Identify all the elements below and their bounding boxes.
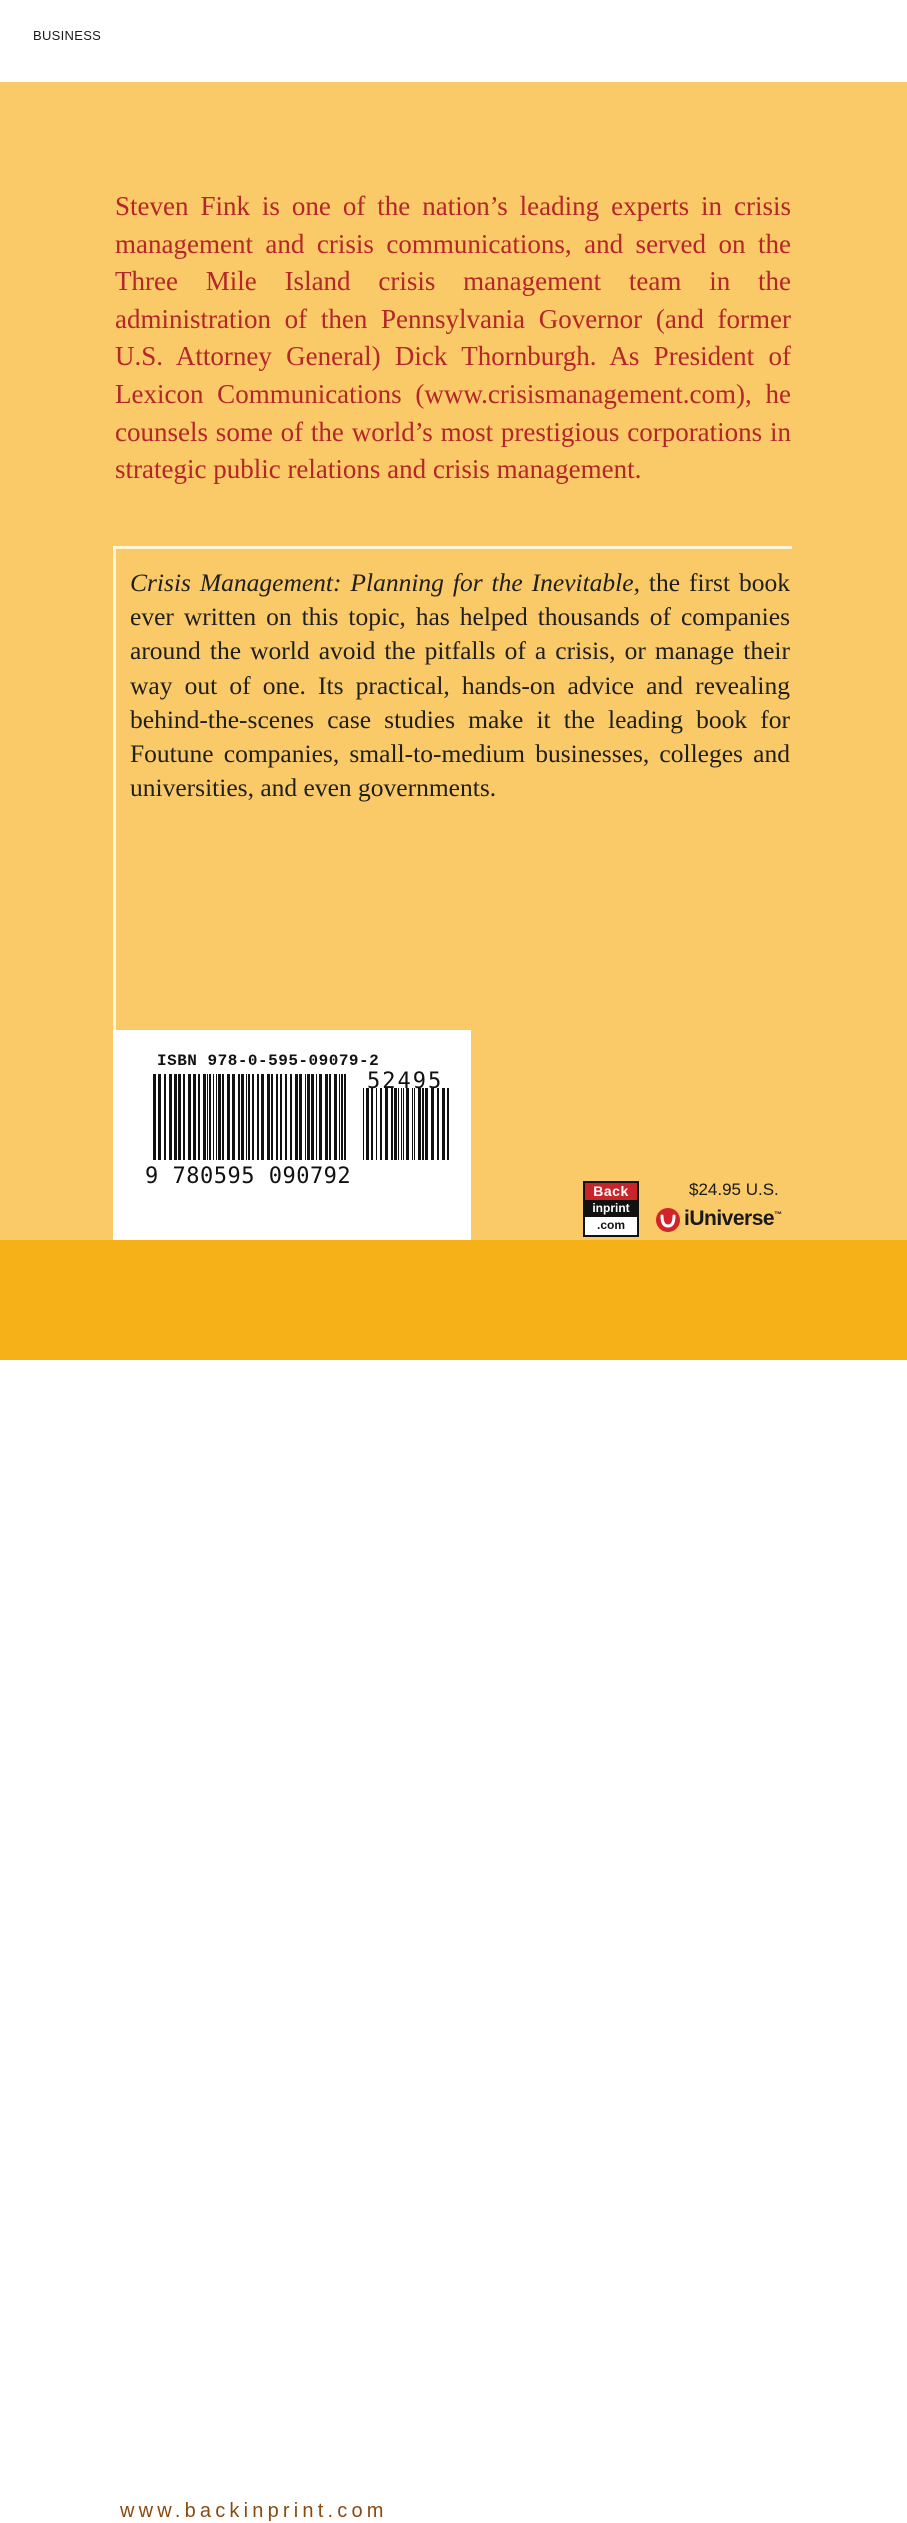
iuniverse-name: iUniverse [684, 1207, 775, 1230]
backinprint-logo-line3: .com [596, 1218, 625, 1232]
price-label: $24.95 U.S. [689, 1180, 779, 1199]
book-description [130, 566, 790, 805]
iuniverse-trademark: ™ [774, 1210, 783, 1219]
category-label: BUSINESS [33, 28, 102, 43]
author-bio: Steven Fink is one of the nation’s leading experts in crisis management and crisis communications, and served on the Three Mile Island crisis management team in the administration of then Pennsylvania Governor (and former U.S. Attorney General) Dick Thornburgh. As President of Lexicon Communications (www.crisismanagement.com), he counsels some of the world’s most prestigious corporations in strategic public relations and crisis management. [115, 191, 791, 485]
bottom-band [0, 1240, 907, 2522]
isbn-label: ISBN 978-0-595-09079-2 [157, 1052, 380, 1070]
iuniverse-logo-icon [655, 1207, 681, 1233]
iuniverse-wordmark [684, 1207, 782, 1231]
backinprint-logo [583, 1181, 639, 1237]
top-band [0, 0, 907, 82]
isbn-digits: 9 780595 090792 [145, 1164, 352, 1189]
book-title: Crisis Management: Planning for the Inevitable, [130, 568, 640, 597]
book-description-body: the first book ever written on this topic, has helped thousands of companies around the world avoid the pitfalls of a crisis, or manage their way out of one. Its practical, hands-on advice and revealing behind-the-scenes case studies make it the leading book for Foutune companies, small-to-medium businesses, colleges and universities, and even governments. [130, 568, 790, 803]
backinprint-logo-line1: Back [585, 1183, 637, 1200]
backinprint-logo-line2: inprint [585, 1200, 637, 1217]
divider-vertical [113, 546, 116, 1030]
website-url: www.backinprint.com [120, 2500, 388, 2522]
divider-horizontal [113, 546, 792, 549]
price-code: 52495 [367, 1069, 444, 1094]
barcode-panel [113, 1030, 471, 1240]
